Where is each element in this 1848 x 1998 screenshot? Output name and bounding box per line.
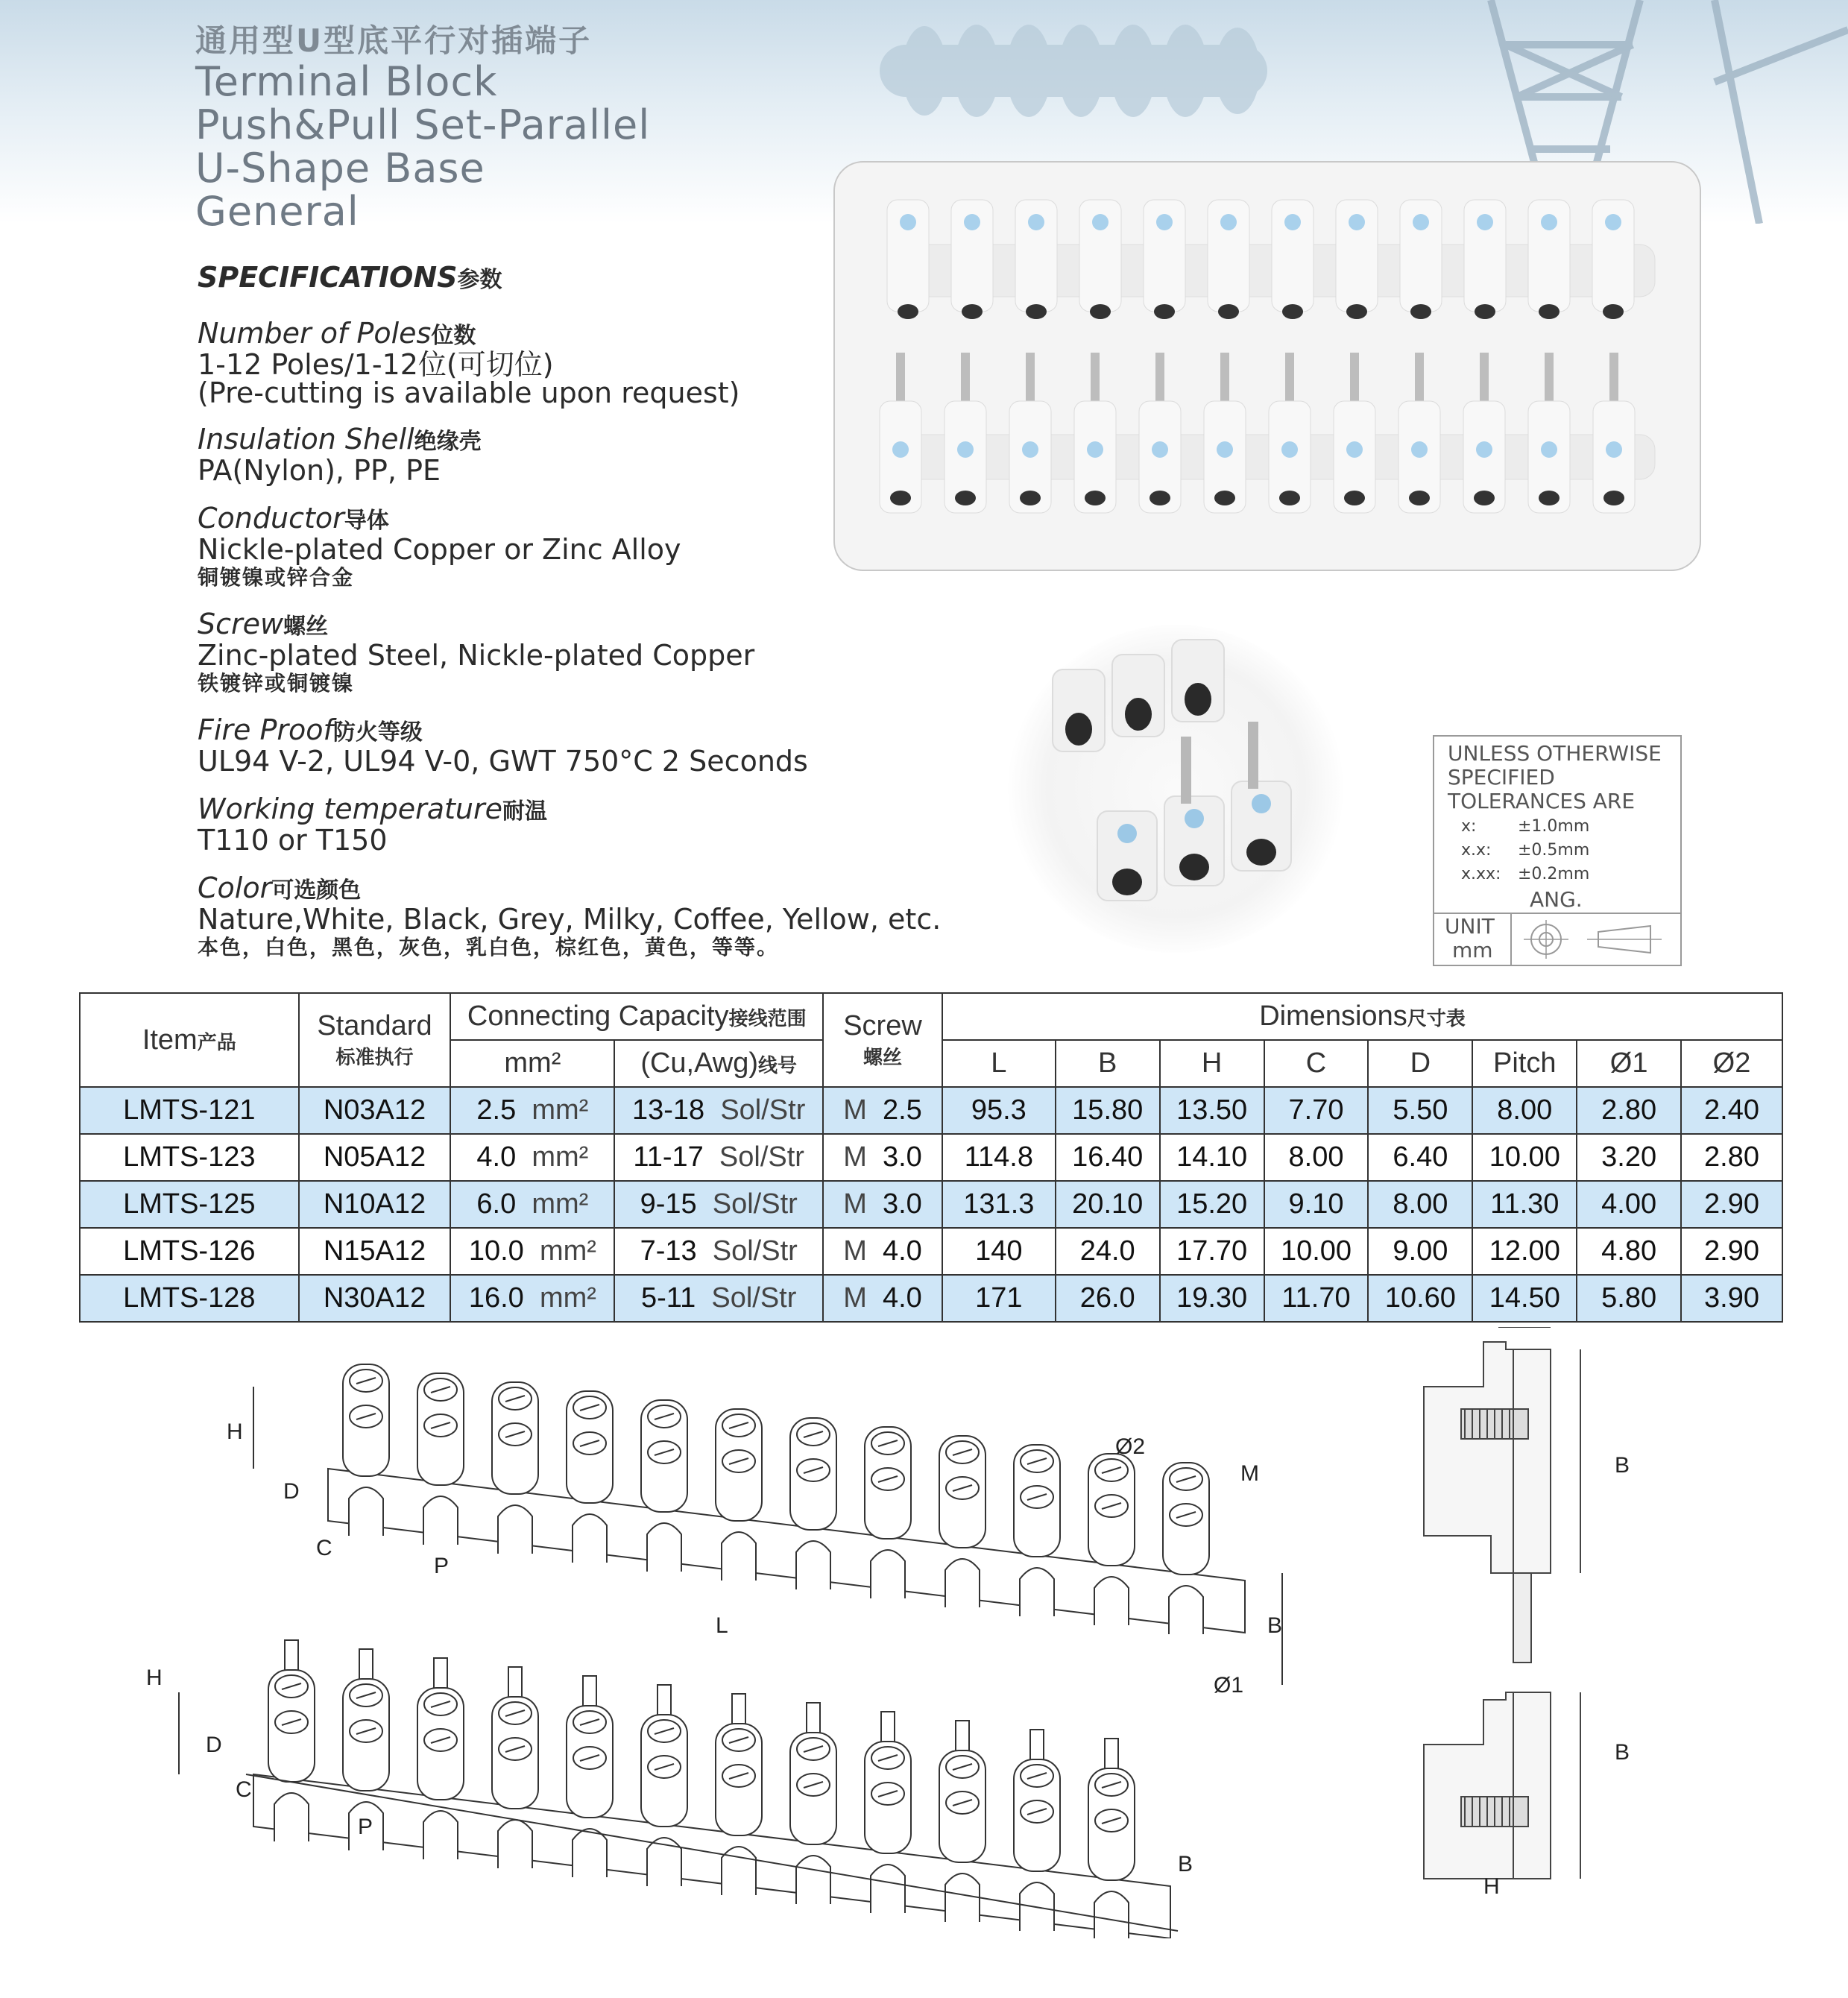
cell-dim: 171 [942,1275,1056,1322]
spec-screw [198,610,754,698]
cell-dim: 3.90 [1681,1275,1782,1322]
cell-mm-unit: mm² [532,1141,589,1173]
drawing-u-base [349,1487,383,1536]
cell-item: LMTS-125 [80,1181,299,1228]
cell-awg-unit: Sol/Str [719,1141,804,1173]
cell-dim: 7.70 [1264,1087,1369,1134]
cell-awg-value: 7-13 [640,1235,697,1267]
projection-symbol-icon [1516,918,1673,960]
cell-mm [450,1181,614,1228]
screw-head [964,214,980,230]
cell-awg [614,1181,823,1228]
cell-item: LMTS-126 [80,1228,299,1275]
spec-value: 1-12 Poles/1-12位(可切位) [198,348,554,381]
header-mm: mm² [450,1040,614,1087]
screw-head [1606,441,1622,458]
cell-dim: 11.30 [1472,1181,1577,1228]
cell-dim: 14.10 [1160,1134,1264,1181]
screw-head [1605,214,1621,230]
cell-dim: 26.0 [1056,1275,1160,1322]
tolerance-unit-label: UNIT [1445,914,1495,939]
cell-mm-unit: mm² [539,1235,596,1267]
cell-screw [823,1087,942,1134]
cell-screw [823,1134,942,1181]
side-view-drawing [1401,1327,1662,1894]
spec-value-cn: 铜镀镍或锌合金 [198,565,355,590]
cell-standard: N03A12 [299,1087,451,1134]
header-awg-en: (Cu,Awg) [640,1047,759,1079]
cell-dim: 10.60 [1368,1275,1472,1322]
screw-head [1346,441,1363,458]
cell-awg [614,1087,823,1134]
cell-mm-unit: mm² [539,1282,596,1314]
spec-label: Screw [198,608,284,640]
spec-label-cn: 耐温 [502,798,547,825]
tolerance-key: x.x: [1461,841,1492,860]
page-title-line-1: Terminal Block [195,58,498,105]
header-standard-cn: 标准执行 [335,1046,414,1068]
tolerance-unit-value: mm [1452,938,1493,962]
label-p-bottom: P [358,1815,373,1839]
drawing-u-base [423,1496,458,1545]
cell-dim: 5.50 [1368,1087,1472,1134]
terminal-pin [1220,353,1229,405]
label-d-bottom: D [206,1733,222,1757]
terminal-pin [1285,353,1294,405]
specifications-heading-cn: 参数 [457,267,502,293]
cell-mm [450,1134,614,1181]
cell-screw-value: 3.0 [882,1141,922,1173]
terminal-pin [1350,353,1359,405]
terminal-pin [961,353,970,405]
terminal-pin [1545,353,1554,405]
spec-value-cn: 铁镀锌或铜镀镍 [198,671,355,696]
cell-mm [450,1275,614,1322]
cell-awg-unit: Sol/Str [720,1094,806,1126]
spec-value: Nickle-plated Copper or Zinc Alloy [198,533,681,566]
cell-screw-prefix: M [843,1094,867,1126]
spec-label-cn: 可选颜色 [271,877,362,904]
side-label-b-top-text: B [1615,1453,1630,1478]
screw-head [1087,441,1103,458]
terminal-hole [1279,491,1300,505]
drawing-u-base [945,1559,980,1607]
header-dim-h: H [1160,1040,1264,1087]
tolerance-text: SPECIFIED [1448,765,1555,790]
cell-dim: 10.00 [1472,1134,1577,1181]
cell-dim: 3.20 [1577,1134,1681,1181]
cell-dim: 12.00 [1472,1228,1577,1275]
page-title-line-3: U-Shape Base [195,145,485,192]
terminal-hole [1409,491,1430,505]
spec-number-of-poles [198,319,740,407]
label-p-top: P [434,1554,450,1578]
terminal-pin [1026,353,1035,405]
header-screw [823,993,942,1087]
header-capacity-en: Connecting Capacity [467,1000,729,1032]
cell-dim: 17.70 [1160,1228,1264,1275]
technical-drawing [134,1334,1297,1938]
terminal-hole [955,491,976,505]
header-dim-b: B [1056,1040,1160,1087]
cell-dim: 24.0 [1056,1228,1160,1275]
cell-dim: 95.3 [942,1087,1056,1134]
cell-dim: 14.50 [1472,1275,1577,1322]
cell-screw [823,1228,942,1275]
cell-screw-value: 2.5 [882,1094,922,1126]
cell-dim: 13.50 [1160,1087,1264,1134]
cell-awg-unit: Sol/Str [712,1188,798,1220]
drawing-u-base [1020,1568,1054,1616]
drawing-u-base [796,1541,830,1589]
cell-mm-value: 6.0 [476,1188,517,1220]
cell-mm-unit: mm² [532,1094,589,1126]
terminal-pin [1091,353,1100,405]
tolerance-value: ±0.5mm [1518,841,1590,860]
tolerance-key: x.xx: [1461,865,1501,883]
header-capacity-cn: 接线范围 [728,1007,807,1030]
screw-head [1156,214,1173,230]
table-row [80,1134,1782,1181]
cell-standard: N10A12 [299,1181,451,1228]
terminal-hole [1026,304,1047,319]
cell-awg-value: 11-17 [633,1141,704,1173]
spec-fire-proof [198,713,808,778]
cell-dim: 2.90 [1681,1181,1782,1228]
header-standard-en: Standard [317,1010,432,1041]
cell-screw-prefix: M [843,1188,867,1220]
tolerance-box [1433,735,1682,966]
side-label-b-bottom [1615,1740,1630,1765]
terminal-hole [1410,304,1431,319]
cell-dim: 131.3 [942,1181,1056,1228]
drawing-u-base [1094,1891,1129,1938]
screw-head [1476,441,1492,458]
spec-value: Nature,White, Black, Grey, Milky, Coffee, Yellow, etc. [198,903,942,936]
screw-head [957,441,974,458]
spec-color [198,874,941,962]
spec-conductor [198,504,681,592]
label-d-top: D [283,1479,300,1504]
header-dimensions [942,993,1782,1040]
screw-head [1413,214,1429,230]
terminal-hole [1603,304,1624,319]
spec-label: Insulation Shell [198,423,414,456]
cell-dim: 11.70 [1264,1275,1369,1322]
cell-dim: 20.10 [1056,1181,1160,1228]
header-item-en: Item [142,1024,198,1056]
cell-item: LMTS-121 [80,1087,299,1134]
side-label-c [1522,1327,1539,1328]
dimensions-table [79,992,1783,1323]
cell-screw-prefix: M [843,1141,867,1173]
cell-dim: 2.80 [1681,1134,1782,1181]
terminal-closeup-illustration [1008,625,1343,953]
cell-dim: 114.8 [942,1134,1056,1181]
cell-dim: 15.80 [1056,1087,1160,1134]
cell-dim: 19.30 [1160,1275,1264,1322]
table-row [80,1228,1782,1275]
spec-label-cn: 位数 [431,323,476,349]
cell-awg [614,1228,823,1275]
spec-label: Number of Poles [198,317,432,350]
cell-awg-unit: Sol/Str [712,1235,798,1267]
cell-dim: 4.00 [1577,1181,1681,1228]
terminal-hole [1603,491,1624,505]
cell-standard: N30A12 [299,1275,451,1322]
side-label-b-top [1615,1453,1630,1478]
cell-dim: 10.00 [1264,1228,1369,1275]
specifications-heading [198,261,502,294]
label-b-top: B [1267,1613,1283,1638]
spec-insulation-shell [198,425,482,485]
tolerance-text: TOLERANCES ARE [1448,789,1636,813]
terminal-hole [962,304,983,319]
terminal-hole [1539,491,1560,505]
cell-item: LMTS-128 [80,1275,299,1322]
drawing-u-base [871,1865,905,1913]
cell-dim: 140 [942,1228,1056,1275]
terminal-hole [1475,304,1495,319]
screw-head [1220,214,1237,230]
terminal-hole [1282,304,1303,319]
cell-mm-value: 4.0 [476,1141,517,1173]
cell-dim: 16.40 [1056,1134,1160,1181]
drawing-u-base [573,1514,607,1563]
cell-item: LMTS-123 [80,1134,299,1181]
terminal-block-photo [835,163,1700,570]
cell-dim: 4.80 [1577,1228,1681,1275]
terminal-pin [1415,353,1424,405]
side-label-h-text: H [1483,1874,1500,1894]
drawing-u-base [573,1829,607,1877]
terminal-hole [1214,491,1235,505]
cell-mm [450,1228,614,1275]
cell-dim: 2.80 [1577,1087,1681,1134]
table-body [80,1087,1782,1322]
terminal-hole [1090,304,1111,319]
screw-head [1217,441,1233,458]
header-awg-cn: 线号 [758,1054,798,1077]
cell-dim: 8.00 [1472,1087,1577,1134]
drawing-u-base [274,1793,309,1841]
terminal-pin [1155,353,1164,405]
header-dim-d: D [1368,1040,1472,1087]
cell-awg-value: 9-15 [640,1188,697,1220]
label-phi1: Ø1 [1214,1673,1244,1698]
table-row [80,1087,1782,1134]
screw-head [1028,214,1044,230]
screw-head [1092,214,1109,230]
drawing-u-base [1169,1586,1203,1634]
spec-value: T110 or T150 [198,824,388,857]
cell-dim: 2.90 [1681,1228,1782,1275]
terminal-pin [1480,353,1489,405]
header-item-cn: 产品 [197,1030,236,1053]
screw-head [900,214,916,230]
drawing-u-base [722,1532,756,1581]
screw-head [892,441,909,458]
cell-mm [450,1087,614,1134]
terminal-hole [1218,304,1239,319]
cell-dim: 5.80 [1577,1275,1681,1322]
cell-screw-value: 3.0 [882,1188,922,1220]
header-dim-l: L [942,1040,1056,1087]
side-label-c-text [1522,1327,1539,1328]
spec-label-cn: 螺丝 [283,614,329,640]
header-dimensions-cn: 尺寸表 [1407,1007,1466,1030]
cell-awg-value: 13-18 [632,1094,705,1126]
label-c-bottom: C [236,1777,252,1802]
spec-label-cn: 防火等级 [332,719,423,746]
screw-head [1152,441,1168,458]
spec-label: Fire Proof [198,713,333,746]
header-dim-phi1: Ø1 [1577,1040,1681,1087]
cell-screw-prefix: M [843,1282,867,1314]
spec-value-cn: 本色，白色，黑色，灰色，乳白色，棕红色，黄色，等等。 [198,935,780,959]
cell-dim: 8.00 [1264,1134,1369,1181]
label-c-top: C [316,1536,332,1560]
cell-screw [823,1181,942,1228]
spec-label-cn: 绝缘壳 [414,429,482,455]
terminal-hole [1150,491,1170,505]
terminal-hole [1344,491,1365,505]
spec-label: Conductor [198,502,344,535]
drawing-u-base [796,1856,830,1904]
page-title-cn: 通用型U型底平行对插端子 [195,22,593,59]
cell-awg [614,1134,823,1181]
terminal-strips-group [880,200,1655,513]
screw-head [1541,214,1557,230]
table-row [80,1275,1782,1322]
drawing-u-base [423,1811,458,1859]
screw-head [1022,441,1038,458]
drawing-u-base [1094,1577,1129,1625]
header-dim-phi2: Ø2 [1681,1040,1782,1087]
screw-head [1541,441,1557,458]
spec-label: Color [198,872,272,904]
cell-mm-unit: mm² [532,1188,589,1220]
screw-head [1281,441,1298,458]
label-h-bottom: H [146,1665,163,1690]
terminal-pin [1609,353,1618,405]
tolerance-key: x: [1461,817,1477,836]
cell-awg-unit: Sol/Str [711,1282,797,1314]
label-b-bottom: B [1178,1852,1193,1876]
terminal-hole [1474,491,1495,505]
cell-screw-value: 4.0 [882,1282,922,1314]
drawing-u-base [647,1523,681,1572]
terminal-pin [896,353,905,405]
screw-head [1284,214,1301,230]
cell-awg-value: 5-11 [640,1282,696,1314]
cell-dim: 8.00 [1368,1181,1472,1228]
terminal-hole [1539,304,1560,319]
drawing-u-base [945,1873,980,1922]
spec-label-cn: 导体 [344,508,389,534]
page-title-line-4: General [195,188,359,235]
cell-screw [823,1275,942,1322]
label-l: L [716,1613,728,1638]
terminal-hole [1020,491,1041,505]
header-dim-c: C [1264,1040,1369,1087]
spec-label: Working temperature [198,792,502,825]
terminal-hole [898,304,918,319]
cell-screw-value: 4.0 [882,1235,922,1267]
cell-mm-value: 2.5 [476,1094,517,1126]
terminal-hole [1154,304,1175,319]
tolerance-ang: ANG. [1530,887,1583,912]
tolerance-divider [1510,913,1512,965]
drawing-u-base [722,1847,756,1895]
cell-dim: 9.10 [1264,1181,1369,1228]
screw-head [1477,214,1493,230]
cell-dim: 9.00 [1368,1228,1472,1275]
specifications-heading-en: SPECIFICATIONS [198,261,458,294]
screw-head [1349,214,1365,230]
header-dimensions-en: Dimensions [1259,1000,1407,1032]
screw-head [1411,441,1428,458]
cell-standard: N05A12 [299,1134,451,1181]
terminal-hole [890,491,911,505]
drawing-u-base [498,1820,532,1868]
page-title-line-2: Push&Pull Set-Parallel [195,101,651,148]
tolerance-text: UNLESS OTHERWISE [1448,741,1662,766]
cell-standard: N15A12 [299,1228,451,1275]
product-photo-panel [833,161,1701,571]
spec-value: UL94 V-2, UL94 V-0, GWT 750°C 2 Seconds [198,745,808,778]
spec-value: PA(Nylon), PP, PE [198,454,441,487]
header-item [80,993,299,1087]
side-label-h [1483,1874,1500,1894]
tolerance-value: ±1.0mm [1518,817,1590,836]
header-screw-en: Screw [843,1010,922,1041]
header-screw-cn: 螺丝 [862,1046,902,1068]
product-closeup-photo [1008,625,1343,953]
table-row [80,1181,1782,1228]
cell-mm-value: 16.0 [468,1282,524,1314]
spec-value: Zinc-plated Steel, Nickle-plated Copper [198,639,755,672]
label-m: M [1240,1461,1259,1486]
cell-screw-prefix: M [843,1235,867,1267]
cell-dim: 2.40 [1681,1087,1782,1134]
header-awg [614,1040,823,1087]
header-dim-pitch: Pitch [1472,1040,1577,1087]
header-standard [299,993,451,1087]
label-phi2: Ø2 [1115,1434,1146,1459]
drawing-u-base [871,1550,905,1598]
header-capacity [450,993,823,1040]
terminal-hole [1346,304,1367,319]
terminal-hole [1085,491,1106,505]
cell-mm-value: 10.0 [468,1235,524,1267]
tolerance-value: ±0.2mm [1518,865,1590,883]
label-h-top: H [227,1419,243,1444]
cell-dim: 15.20 [1160,1181,1264,1228]
spec-working-temperature [198,792,547,857]
cell-awg [614,1275,823,1322]
drawing-u-base [498,1505,532,1554]
cell-dim: 6.40 [1368,1134,1472,1181]
table-header-row [80,993,1782,1040]
spec-value: (Pre-cutting is available upon request) [198,376,740,409]
side-label-b-bottom-text: B [1615,1740,1630,1765]
